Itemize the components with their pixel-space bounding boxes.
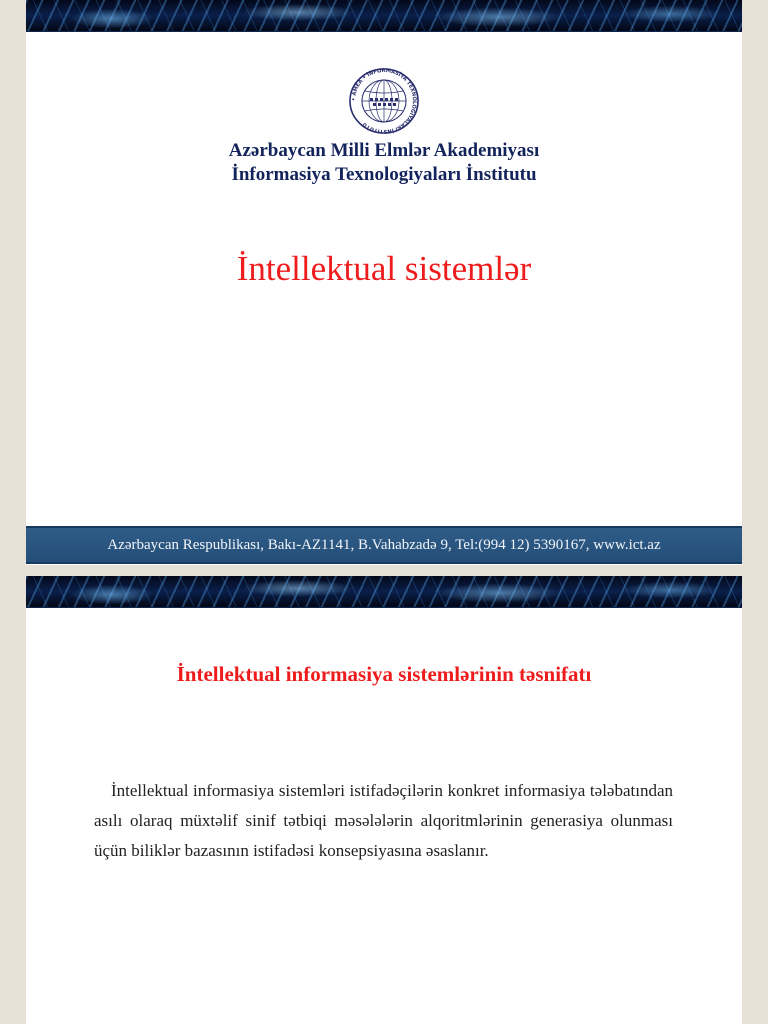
institute-seal-globe-icon [348,68,420,134]
seal-ring-text: • AMEA • İNFORMASİYA TEXNOLOGİYALARI İNSTİTUTU [350,68,418,134]
institute-name: İnformasiya Texnologiyaları İnstitutu [231,164,537,185]
contact-footer: Azərbaycan Respublikası, Bakı-AZ1141, B.Vahabzadə 9, Tel:(994 12) 5390167, www.ict.az [26,526,742,564]
presentation-title: İntellektual sistemlər [236,249,532,288]
header-banner [26,576,742,608]
title-slide [26,0,742,565]
academy-name: Azərbaycan Milli Elmlər Akademiyası [228,140,540,161]
slide-paragraph: İntellektual informasiya sistemləri istifadəçilərin konkret informasiya tələbatından asılı olaraq müxtəlif sinif tətbiqi məsələlərin alqoritmlərinin generasiya olunması üçün biliklər bazasının istifadəsi konsepsiyasına əsaslanır. [94,781,673,860]
header-banner [26,0,742,32]
slide-heading: İntellektual informasiya sistemlərinin təsnifatı [176,662,592,686]
content-slide [26,576,742,1024]
